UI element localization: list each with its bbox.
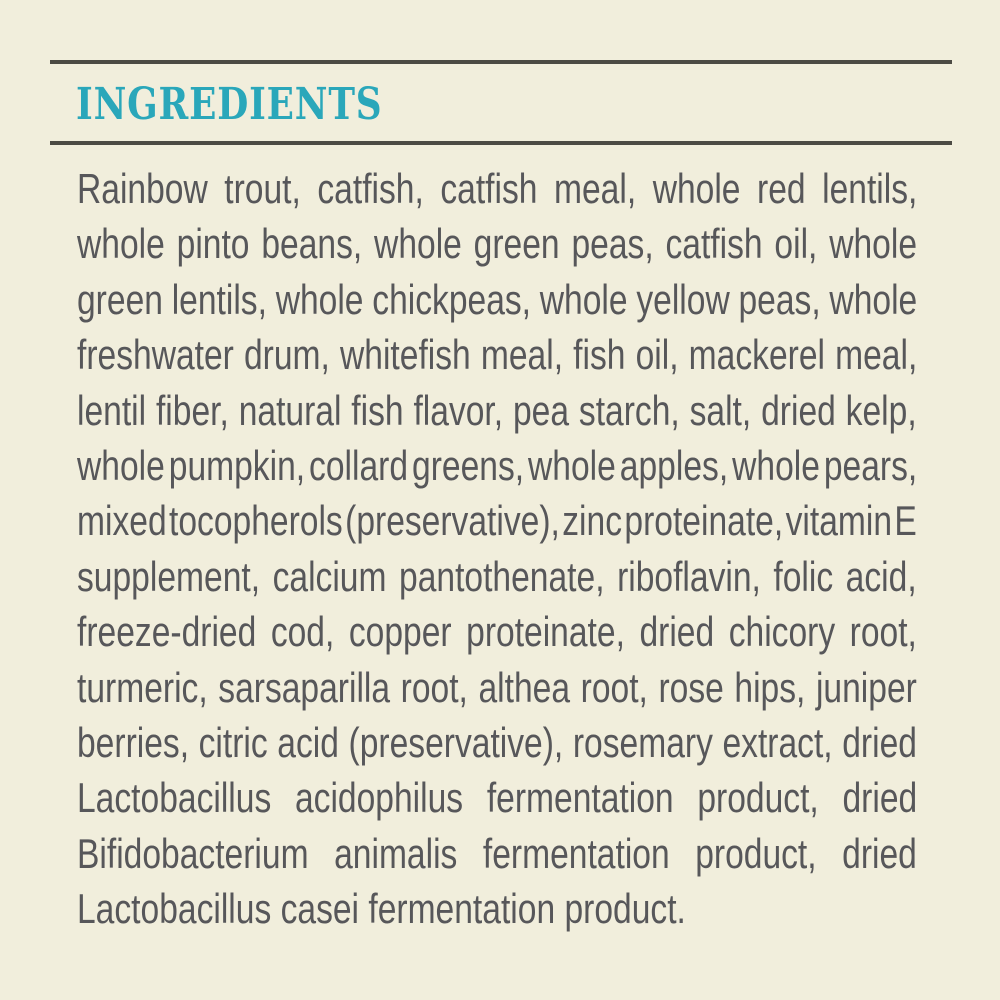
ingredients-line-text: green lentils, whole chickpeas, whole yellow peas, whole — [77, 275, 918, 323]
ingredients-line — [77, 826, 917, 881]
ingredients-line — [77, 715, 917, 770]
ingredients-line — [77, 660, 917, 715]
top-rule — [50, 60, 952, 64]
ingredients-line — [77, 327, 917, 382]
ingredients-line — [77, 770, 917, 825]
ingredients-heading — [76, 77, 453, 133]
ingredients-line-text: Lactobacillus casei fermentation product. — [77, 885, 686, 933]
ingredients-line-text: berries, citric acid (preservative), rosemary extract, dried — [77, 718, 917, 766]
ingredients-line-text: turmeric, sarsaparilla root, althea root, rose hips, juniper — [77, 663, 917, 711]
ingredients-heading-text: INGREDIENTS — [76, 79, 383, 130]
ingredients-line — [77, 438, 917, 493]
ingredients-line-text: lentil fiber, natural fish flavor, pea starch, salt, dried kelp, — [77, 386, 917, 434]
ingredients-line-text: supplement, calcium pantothenate, riboflavin, folic acid, — [77, 552, 917, 600]
ingredients-line — [77, 493, 917, 548]
ingredients-line — [77, 216, 917, 271]
ingredients-line-text: Bifidobacterium animalis fermentation product, dried — [77, 829, 917, 877]
ingredients-line — [77, 383, 917, 438]
ingredients-line — [77, 272, 917, 327]
ingredients-line-text: freeze-dried cod, copper proteinate, dried chicory root, — [77, 608, 917, 656]
ingredients-line — [77, 549, 917, 604]
ingredients-line — [77, 881, 917, 936]
ingredients-line-text: whole pinto beans, whole green peas, catfish oil, whole — [77, 220, 918, 268]
ingredients-line-text: freshwater drum, whitefish meal, fish oil, mackerel meal, — [77, 331, 918, 379]
ingredients-line-text: mixed tocopherols (preservative), zinc proteinate, vitamin E — [77, 497, 917, 545]
ingredients-line-text: Lactobacillus acidophilus fermentation product, dried — [77, 774, 918, 822]
heading-underline-rule — [50, 141, 952, 145]
ingredients-line — [77, 604, 917, 659]
ingredients-line-text: whole pumpkin, collard greens, whole apples, whole pears, — [77, 441, 918, 489]
ingredients-text — [77, 161, 917, 936]
ingredients-line-text: Rainbow trout, catfish, catfish meal, whole red lentils, — [77, 165, 918, 212]
ingredients-line — [77, 161, 917, 216]
